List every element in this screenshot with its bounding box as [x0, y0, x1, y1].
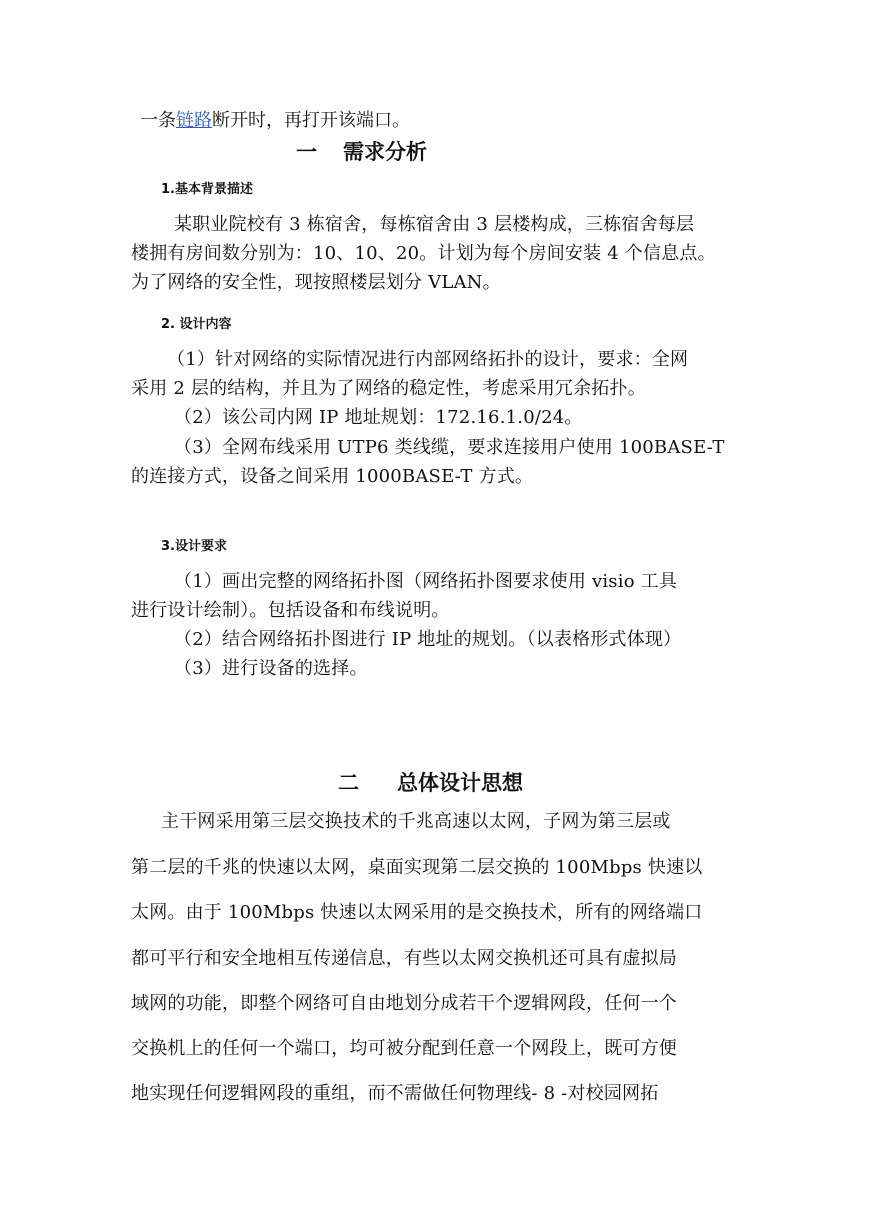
section2-title-num: 二 [338, 771, 359, 795]
section2-title-text: 总体设计思想 [397, 771, 523, 795]
section2-line-6: 交换机上的任何一个端口，均可被分配到任意一个网段上，既可方便 [131, 1038, 677, 1059]
sub2-line-2: 采用 2 层的结构，并且为了网络的稳定性，考虑采用冗余拓扑。 [131, 378, 646, 399]
sub2-line-1: （1）针对网络的实际情况进行内部网络拓扑的设计，要求：全网 [167, 349, 689, 370]
section2-line-4: 都可平行和安全地相互传递信息，有些以太网交换机还可具有虚拟局 [131, 948, 677, 969]
sub3-line-2: 进行设计绘制）。包括设备和布线说明。 [131, 600, 450, 621]
sub2-line-4: （3）全网布线采用 UTP6 类线缆，要求连接用户使用 100BASE-T [174, 437, 725, 458]
sub1-line-2: 楼拥有房间数分别为：10、10、20。计划为每个房间安装 4 个信息点。 [131, 243, 716, 264]
sub3-heading: 3.设计要求 [161, 539, 227, 554]
top-fragment-before: 一条 [140, 110, 176, 131]
section2-title [338, 768, 523, 798]
sub1-heading: 1.基本背景描述 [161, 182, 253, 197]
section2-line-3: 太网。由于 100Mbps 快速以太网采用的是交换技术，所有的网络端口 [131, 902, 703, 923]
section1-title-text: 需求分析 [343, 140, 427, 164]
top-fragment-line [140, 108, 410, 134]
sub3-line-4: （3）进行设备的选择。 [174, 658, 368, 679]
sub3-line-3: （2）结合网络拓扑图进行 IP 地址的规划。（以表格形式体现） [174, 629, 682, 650]
section1-title [296, 137, 427, 167]
top-fragment-after: 断开时，再打开该端口。 [212, 110, 410, 131]
section2-line-5: 域网的功能，即整个网络可自由地划分成若干个逻辑网段，任何一个 [131, 993, 677, 1014]
section2-line-1: 主干网采用第三层交换技术的千兆高速以太网，子网为第三层或 [161, 811, 671, 832]
sub2-line-3: （2）该公司内网 IP 地址规划：172.16.1.0/24。 [174, 407, 583, 428]
sub1-line-3: 为了网络的安全性，现按照楼层划分 VLAN。 [131, 272, 501, 293]
sub2-line-5: 的连接方式，设备之间采用 1000BASE-T 方式。 [131, 466, 534, 487]
sub3-line-1: （1）画出完整的网络拓扑图（网络拓扑图要求使用 visio 工具 [174, 571, 678, 592]
sub2-heading: 2. 设计内容 [161, 317, 232, 332]
sub1-line-1: 某职业院校有 3 栋宿舍，每栋宿舍由 3 层楼构成，三栋宿舍每层 [174, 214, 695, 235]
link-lianlu[interactable]: 链路 [176, 110, 212, 131]
section2-line-2: 第二层的千兆的快速以太网，桌面实现第二层交换的 100Mbps 快速以 [131, 857, 703, 878]
section2-line-7: 地实现任何逻辑网段的重组，而不需做任何物理线- 8 -对校园网拓 [131, 1083, 659, 1104]
section1-title-num: 一 [296, 140, 317, 164]
